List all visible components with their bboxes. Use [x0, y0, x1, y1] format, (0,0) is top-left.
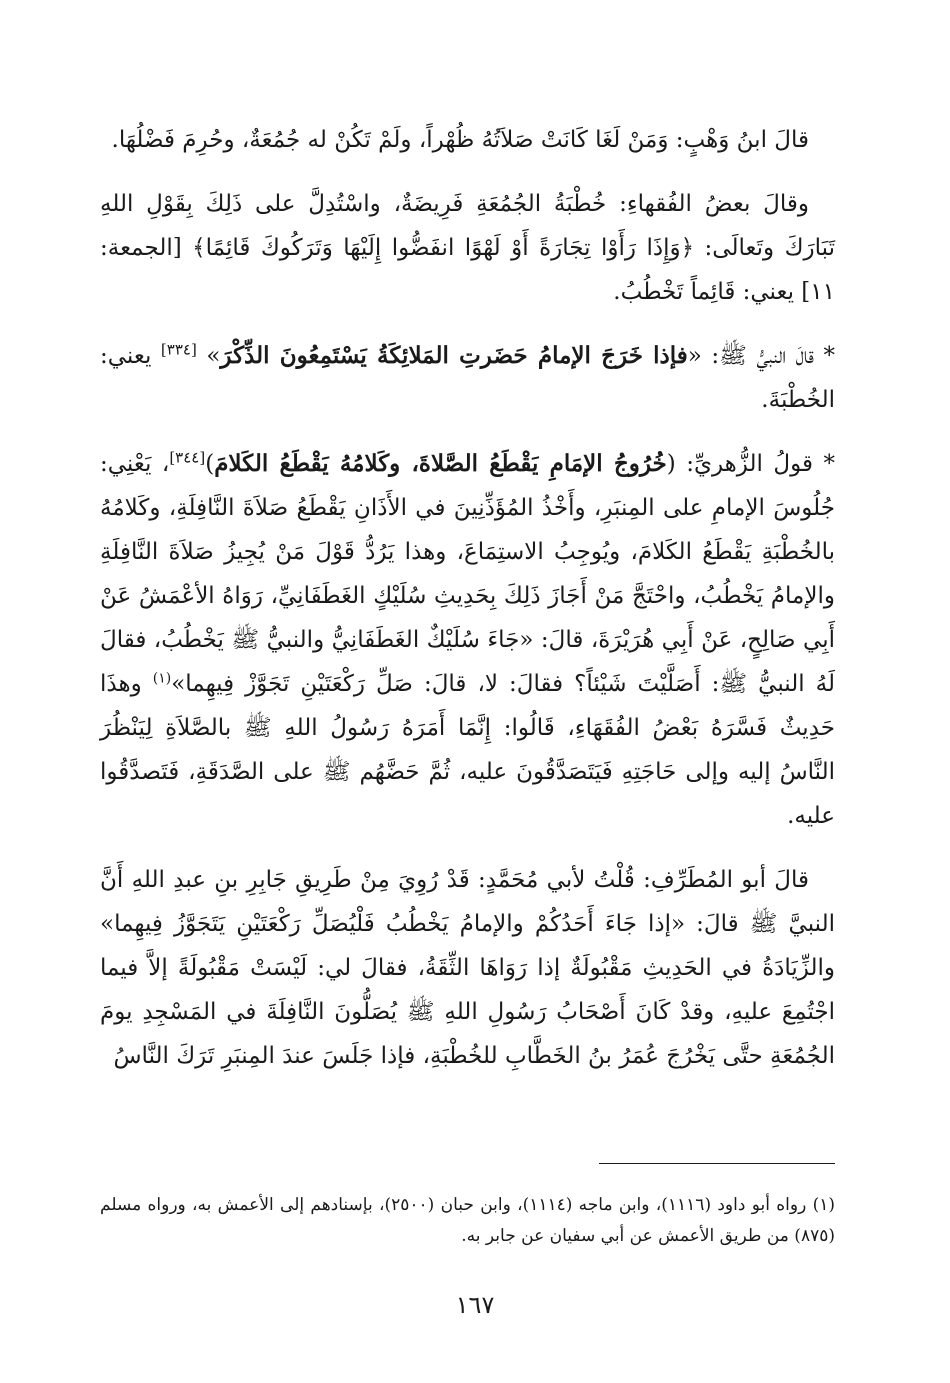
- hadith-intro: * قالَ النبيُّ ﷺ: «: [687, 343, 835, 369]
- paragraph-zuhri: [100, 442, 835, 838]
- page-number: ١٦٧: [455, 1291, 495, 1319]
- paragraph-text: وقالَ بعضُ الفُقهاءِ: خُطْبَةُ الجُمُعَةِ فَرِيضَةٌ، واسْتُدِلَّ على ذَلِكَ بِقَوْلِ اللهِ تَبَارَكَ وتَعالَى: ﴿وَإِذَا رَأَوْا تِجَارَةً أَوْ لَهْوًا انفَضُّوا إِلَيْهَا وَتَرَكُوكَ قَائِمًا﴾ [الجمعة: ١١] يعني: قَائِماً تَخْطُبُ.: [100, 191, 835, 305]
- footnote-divider: [599, 1163, 835, 1164]
- paragraph-abu-mutarrif: [100, 858, 835, 1078]
- paragraph-text: يعني: الخُطْبَةَ.: [100, 343, 835, 413]
- paragraph-text: ، يَعْنِي: جُلُوسَ الإمامِ على المِنبَرِ، وأَخْذُ المُؤَذِّنِينَ في الأَذَانِ يَقْطَعُ صَلاَةَ النَّافِلَةِ، وكَلامُهُ بالخُطْبَةِ يَقْطَعُ الكَلامَ، ويُوجِبُ الاستِمَاعَ، وهذا يَرُدُّ قَوْلَ مَنْ يُجِيزُ صَلاَةَ النَّافِلَةِ والإمامُ يَخْطُبُ، واحْتَجَّ مَنْ أَجَازَ ذَلِكَ بِحَدِيثِ سُلَيْكٍ الغَطَفَانِيِّ، رَوَاهُ الأعْمَشُ عَنْ أَبِي صَالِحٍ، عَنْ أَبِي هُرَيْرَةَ، قالَ: «جَاءَ سُلَيْكٌ الغَطَفَانِيُّ والنبيُّ ﷺ يَخْطُبُ، فقالَ لَهُ النبيُّ ﷺ: أَصَلَّيْتَ شَيْئاً؟ فقالَ: لا، قالَ: صَلِّ رَكْعَتَيْنِ تَجَوَّزْ فِيهِما»: [100, 451, 835, 697]
- paragraph-fuqaha: [100, 182, 835, 314]
- paragraph-text: قالَ أبو المُطَرِّفِ: قُلْتُ لأبي مُحَمَّدٍ: قَدْ رُوِيَ مِنْ طَرِيقِ جَابِرِ بنِ عبدِ اللهِ أَنَّ النبيَّ ﷺ قالَ: «إذا جَاءَ أَحَدُكُمْ والإمامُ يَخْطُبُ فَلْيُصَلِّ رَكْعَتَيْنِ يَتَجَوَّزُ فِيهِما» والزِّيَادَةُ في الحَدِيثِ مَقْبُولَةٌ إذا رَوَاهَا الثِّقَةُ، فقالَ لي: لَيْسَتْ مَقْبُولَةً إلاَّ فيما اجْتُمِعَ عليهِ، وقدْ كَانَ أَصْحَابُ رَسُولِ اللهِ ﷺ يُصَلُّونَ النَّافِلَةَ في المَسْجِدِ يومَ الجُمُعَةِ حتَّى يَخْرُجَ عُمَرُ بنُ الخَطَّابِ للخُطْبَةِ، فإذا جَلَسَ عندَ المِنبَرِ تَرَكَ النَّاسُ: [100, 867, 835, 1069]
- zuhri-ref-number: [٣٤٤]: [169, 448, 206, 467]
- zuhri-quote: خُرُوجُ الإمَامِ يَقْطَعُ الصَّلاةَ، وكَلامُهُ يَقْطَعُ الكَلامَ: [214, 450, 667, 477]
- paragraph-hadith-angels: [100, 334, 835, 422]
- footnote-marker: (١): [152, 670, 172, 687]
- zuhri-intro: * قولُ الزُّهريِّ: (: [666, 451, 836, 477]
- paragraph-ibn-wahb: [100, 118, 835, 162]
- hadith-ref-number: [٣٣٤]: [160, 340, 197, 359]
- footnote: [100, 1190, 835, 1252]
- footnote-text: (١) رواه أبو داود (١١١٦)، وابن ماجه (١١١٤)، وابن حبان (٢٥٠٠)، بإسنادهم إلى الأعمش به، ورواه مسلم (٨٧٥) من طريق الأعمش عن أبي سفيان عن جابر به.: [100, 1195, 836, 1246]
- paragraph-text-continued: وهذَا حَدِيثٌ فَسَّرَهُ بَعْضُ الفُقَهَاءِ، قَالُوا: إِنَّمَا أَمَرَهُ رَسُولُ اللهِ ﷺ بالصَّلاَةِ لِيَنْظُرَ النَّاسُ إليه وإلى حَاجَتِهِ فَيَتَصَدَّقُونَ عليه، ثُمَّ حَضَّهُم ﷺ على الصَّدَقَةِ، فَتَصدَّقُوا عليه.: [100, 671, 835, 829]
- zuhri-close: ): [205, 451, 215, 477]
- paragraph-text: قالَ ابنُ وَهْبٍ: وَمَنْ لَغَا كَانَتْ صَلاَتُهُ ظُهْراً، ولَمْ تَكُنْ له جُمُعَةٌ، وحُرِمَ فَضْلُهَا.: [111, 127, 809, 153]
- hadith-text: فإذا خَرَجَ الإمامُ حَضَرتِ المَلائِكَةُ يَسْتَمِعُونَ الذِّكْرَ: [220, 342, 688, 369]
- page-body: [100, 118, 835, 1098]
- hadith-close: »: [206, 343, 221, 369]
